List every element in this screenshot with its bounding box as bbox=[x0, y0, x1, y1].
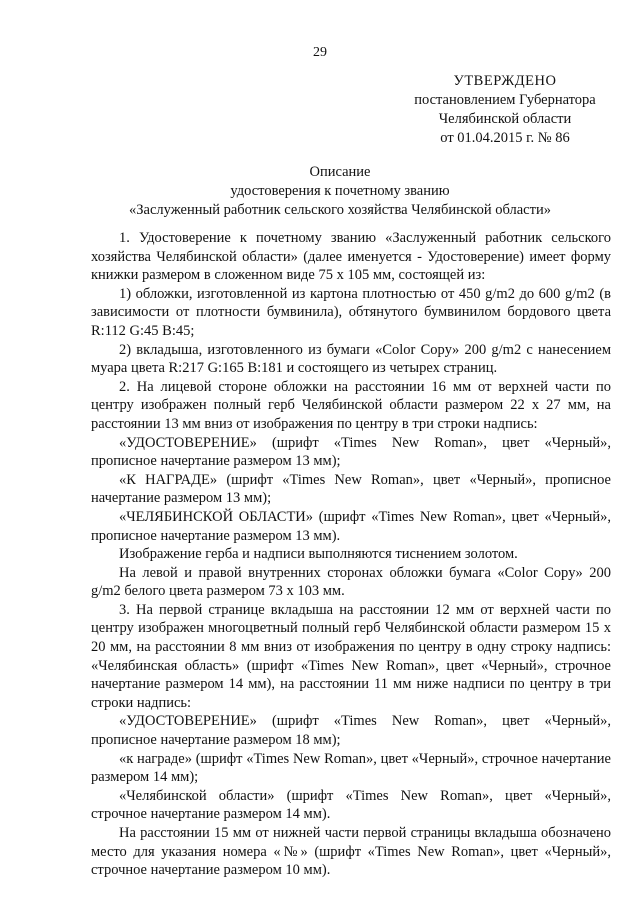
approval-line-1: постановлением Губернатора bbox=[414, 92, 596, 108]
paragraph: На расстоянии 15 мм от нижней части первой страницы вкладыша обозначено место для указания номера «№» (шрифт «Times New Roman», цвет «Черный», строчное начертание размером 10 мм). bbox=[91, 825, 611, 879]
paragraph: «ЧЕЛЯБИНСКОЙ ОБЛАСТИ» (шрифт «Times New Roman», цвет «Черный», прописное начертание размером 13 мм). bbox=[91, 508, 611, 544]
heading-line-2: удостоверения к почетному званию bbox=[230, 183, 450, 199]
paragraph: «к награде» (шрифт «Times New Roman», цвет «Черный», строчное начертание размером 14 мм); bbox=[91, 750, 611, 786]
paragraph: «К НАГРАДЕ» (шрифт «Times New Roman», цвет «Черный», прописное начертание размером 13 мм); bbox=[91, 471, 611, 507]
paragraph: Изображение герба и надписи выполняются тиснением золотом. bbox=[119, 546, 518, 563]
page-number: 29 bbox=[313, 45, 327, 60]
paragraph: 2) вкладыша, изготовленного из бумаги «Color Copy» 200 g/m2 с нанесением муара цвета R:217 G:165 B:181 и состоящего из четырех страниц. bbox=[91, 341, 611, 377]
heading-line-3: «Заслуженный работник сельского хозяйства Челябинской области» bbox=[129, 202, 551, 218]
paragraph: 2. На лицевой стороне обложки на расстоянии 16 мм от верхней части по центру изображен полный герб Челябинской области размером 22 х 27 мм, на расстоянии 13 мм вниз от изображения по центру в три строки надпись: bbox=[91, 378, 611, 432]
paragraph: «УДОСТОВЕРЕНИЕ» (шрифт «Times New Roman», цвет «Черный», прописное начертание размером 18 мм); bbox=[91, 713, 611, 749]
paragraph: 1) обложки, изготовленной из картона плотностью от 450 g/m2 до 600 g/m2 (в зависимости от плотности бумвинила), обтянутого бумвинилом бордового цвета R:112 G:45 B:45; bbox=[91, 285, 611, 339]
document-body bbox=[91, 229, 611, 880]
paragraph: «УДОСТОВЕРЕНИЕ» (шрифт «Times New Roman», цвет «Черный», прописное начертание размером 13 мм); bbox=[91, 434, 611, 470]
paragraph: На левой и правой внутренних сторонах обложки бумага «Color Copy» 200 g/m2 белого цвета размером 73 х 103 мм. bbox=[91, 564, 611, 600]
paragraph: 3. На первой странице вкладыша на расстоянии 12 мм от верхней части по центру изображен многоцветный полный герб Челябинской области размером 15 х 20 мм, на расстоянии 8 мм вниз от изображения по центру в одну строку надпись: «Челябинская область» (шрифт «Times New Roman», цвет «Черный», строчное начертание размером 14 мм), на расстоянии 11 мм ниже надписи по центру в три строки надпись: bbox=[91, 601, 611, 711]
approval-line-2: Челябинской области bbox=[438, 111, 572, 127]
heading-line-1: Описание bbox=[309, 164, 371, 180]
approval-line-3: от 01.04.2015 г. № 86 bbox=[440, 130, 570, 146]
approval-title: УТВЕРЖДЕНО bbox=[453, 73, 557, 89]
document-heading bbox=[60, 163, 620, 220]
paragraph: 1. Удостоверение к почетному званию «Заслуженный работник сельского хозяйства Челябинской области» (далее именуется - Удостоверение) имеет форму книжки размером в сложенном виде 75 х 105 мм, состоящей из: bbox=[91, 230, 611, 284]
paragraph: «Челябинской области» (шрифт «Times New Roman», цвет «Черный», строчное начертание размером 14 мм). bbox=[91, 787, 611, 823]
approval-stamp-block bbox=[390, 72, 620, 148]
